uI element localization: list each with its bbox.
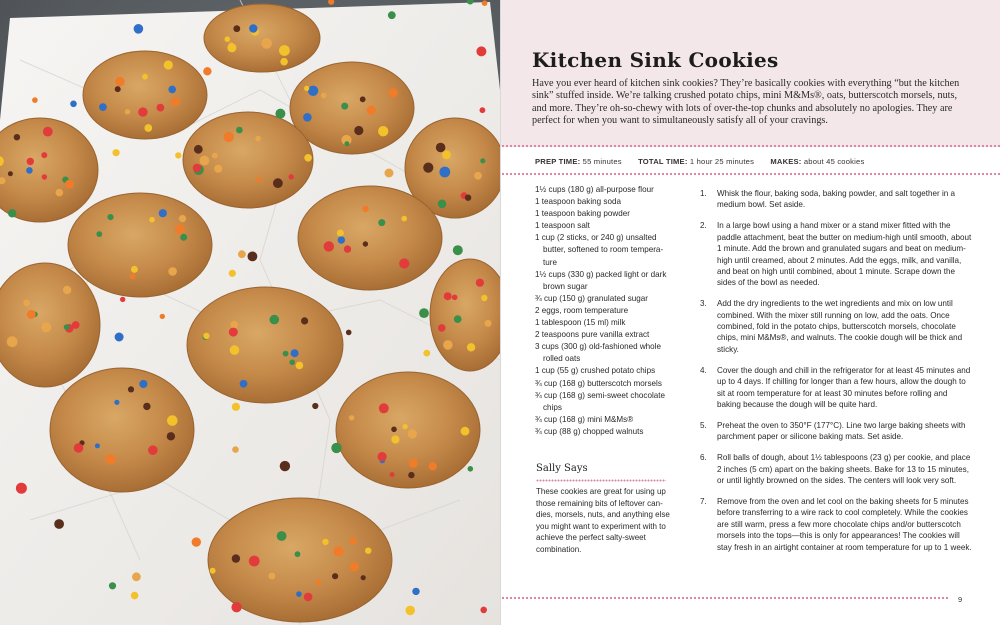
cookie-topping [105,454,115,464]
page-number: 9 [958,595,963,604]
ingredient-list [535,184,669,438]
ingredient-item: ¾ cup (88 g) chopped walnuts [535,426,644,436]
scattered-candy [56,189,64,197]
cookie-topping [95,443,100,448]
cookie-topping [444,292,452,300]
scattered-candy [378,452,387,461]
step-number: 4. [700,365,707,375]
prep-time-label: PREP TIME: [535,157,581,166]
cookie-topping [200,156,210,166]
cookie-topping [130,274,136,280]
cookie-topping [27,310,36,319]
scattered-candy [203,333,209,339]
cookie-topping [389,88,398,97]
scattered-candy [349,415,354,420]
cookie-topping [171,97,180,106]
scattered-candy [405,606,415,616]
cookie-topping [365,548,371,554]
step-text: Roll balls of dough, about 1½ tablespoons (23 g) per cookie, and place 2 inches (5 cm) apart on the baking sheets. Bake for 13 to 15 minutes, or until lightly browned on the sides. The centers will look very soft. [717,453,971,486]
total-time-label: TOTAL TIME: [638,157,688,166]
cookie-topping [354,126,363,135]
cookie-topping [114,400,119,405]
cookie-topping [378,126,388,136]
cookie-topping [148,445,158,455]
cookie [298,186,442,290]
ingredient-item: ¾ cup (168 g) butterscotch morsels [535,378,662,388]
cookie-topping [321,93,327,99]
step-text: Cover the dough and chill in the refrigerator for at least 45 minutes and up to 4 days. If chilling for longer than a few hours, allow the dough to sit at room temperature for at least 30 minutes before rolling and baking because the dough will be quite hard. [717,365,971,409]
cookie-topping [324,241,334,251]
cookie-topping [23,300,30,307]
scattered-candy [412,588,419,595]
step-number: 1. [700,189,707,198]
ingredient-item: 1½ cups (180 g) all-purpose flour [535,185,654,194]
ingredient-item: 1 teaspoon baking soda [535,197,621,207]
total-time [638,157,756,166]
scattered-candy [113,149,120,156]
cookie-topping [249,24,257,32]
cookie-topping [131,266,138,273]
scattered-candy [322,539,328,545]
scattered-candy [453,245,463,255]
cookie-topping [378,219,385,226]
cookie-topping [476,279,484,287]
cookie-topping [295,551,301,557]
cookie [290,62,414,154]
scattered-candy [231,602,241,612]
cookie-topping [232,554,240,562]
scattered-candy [167,432,175,440]
scattered-candy [248,252,258,262]
scattered-candy [249,556,260,567]
scattered-candy [280,461,290,471]
cookie-topping [179,215,186,222]
cookie-topping [175,224,185,234]
prep-time [535,157,624,166]
instruction-step [700,220,973,288]
scattered-candy [164,60,173,69]
scattered-candy [70,101,77,108]
cookie-topping [257,177,262,182]
cookie-topping [168,267,177,276]
scattered-candy [273,178,283,188]
ingredient-item: ¾ cup (168 g) semi-sweet chocolate chips [535,390,666,412]
scattered-candy [131,592,139,600]
recipe-meta [535,157,975,166]
cookie-topping [41,152,47,158]
scattered-candy [120,297,125,302]
instruction-step [700,365,973,411]
scattered-candy [8,209,16,217]
cookie-topping [225,36,231,42]
scattered-candy [232,446,239,453]
cookie-topping [277,531,287,541]
cookie-topping [115,86,121,92]
scattered-candy [132,572,141,581]
cookie-topping [363,241,368,246]
step-text: Whisk the flour, baking soda, baking powder, and salt together in a medium bowl. Set aside. [717,189,956,210]
instruction-step [700,298,973,355]
step-number: 5. [700,420,707,430]
cookie-topping [27,158,34,165]
cookie-topping [269,573,276,580]
cookie-topping [194,145,203,154]
cookie-topping [227,43,236,52]
cookie-topping [423,163,433,173]
cookie-topping [296,591,302,597]
total-time-value: 1 hour 25 minutes [689,157,755,166]
cookie-topping [144,124,152,132]
cookie [68,193,212,297]
cookie-topping [8,171,13,176]
cookie-topping [224,132,234,142]
cookie-topping [399,258,409,268]
dotted-divider-bottom [501,596,949,600]
scattered-candy [210,568,216,574]
scattered-candy [312,403,318,409]
scattered-candy [175,152,181,158]
cookie-topping [42,174,47,179]
scattered-candy [304,154,312,162]
scattered-candy [54,519,64,529]
cookie-topping [333,546,343,556]
scattered-candy [423,350,430,357]
dotted-divider-top [501,144,1000,148]
cookie-topping [350,562,359,571]
cookie-topping [362,206,368,212]
scattered-candy [480,607,487,614]
scattered-candy [388,11,396,19]
cookie [336,372,480,488]
cookie-topping [454,315,462,323]
scattered-candy [409,459,418,468]
cookie-topping [168,86,176,94]
cookie-topping [138,107,147,116]
cookie-topping [341,103,348,110]
cookie [83,51,207,139]
ingredient-item: ¾ cup (150 g) granulated sugar [535,293,648,303]
ingredient-item: 1 cup (55 g) crushed potato chips [535,366,656,376]
cookie-topping [236,127,243,134]
scattered-candy [229,270,236,277]
cookie-topping [480,158,485,163]
scattered-candy [142,74,148,80]
scattered-candy [270,315,280,325]
cookie-topping [289,174,294,179]
cookie-topping [438,200,447,209]
cookie-topping [461,427,470,436]
scattered-candy [109,582,116,589]
cookie-topping [230,345,240,355]
scattered-candy [160,314,165,319]
step-number: 6. [700,453,707,463]
yield-label: MAKES: [770,157,802,166]
cookie-topping [391,435,399,443]
cookie-topping [64,324,70,330]
cookie-topping [74,443,84,453]
instruction-step [700,452,973,486]
cookie-topping [212,153,218,159]
instruction-step [700,496,973,553]
ingredient-item: 1½ cups (330 g) packed light or dark brown sugar [535,269,667,291]
cookie-topping [408,472,414,478]
scattered-candy [480,107,486,113]
scattered-candy [391,427,397,433]
cookie-topping [474,172,482,180]
step-number: 2. [700,221,707,231]
step-text: Preheat the oven to 350°F (177°C). Line two large baking sheets with parchment paper or silicone baking mats. Set aside. [717,420,966,442]
cookie-topping [128,386,134,392]
scattered-candy [304,86,309,91]
sally-says-heading: Sally Says [536,463,588,474]
scattered-candy [107,214,113,220]
cookie-topping [443,340,453,350]
cookie-topping [379,403,389,413]
step-text: Remove from the oven and let cool on the baking sheets for 5 minutes before transferring to a wire rack to cool completely. While the cookies are still warm, press a few more chocolate chips and/or butterscotch morsels into the tops—this is only for appearances! The cookies will stay fresh in an airtight container at room temperature for up to 1 week. [717,496,972,552]
scattered-candy [349,537,356,544]
scattered-candy [331,443,341,453]
recipe-page [500,0,1000,625]
recipe-intro: Have you ever heard of kitchen sink cookies? They’re basically cookies with everything “but the kitchen sink” stuffed inside. We’re talking crushed potato chips, mini M&Ms®, oats, butterscotch morsels, nuts, and more. They’re oh-so-chewy with lots of over-the-top chunks and absolutely no apologies. They are perfect for when you want to simultaneously satisfy all of your cravings. [532,78,960,126]
cookie-topping [390,472,395,477]
cookie-topping [63,286,71,294]
cookie-topping [283,351,289,357]
cookie [204,4,320,72]
cookie-topping [230,321,238,329]
cookie [50,368,194,492]
scattered-candy [385,169,394,178]
ingredient-item: ¾ cup (168 g) mini M&Ms® [535,414,634,424]
cookie-topping [291,349,299,357]
cookie-topping [439,167,450,178]
cookie-topping [143,403,150,410]
cookie-topping [338,236,345,243]
scattered-candy [43,127,53,137]
cookie-topping [438,324,446,332]
cookie-topping [157,104,165,112]
instruction-step [700,420,973,443]
cookie-topping [115,77,125,87]
step-text: Add the dry ingredients to the wet ingredients and mix on low until combined. With the mixer still running on low, add the oats. Once combined, fold in the potato chips, butterscotch morsels, chocolate chips, mini M&Ms®, and walnuts. The cookie dough will be thick and sticky. [717,299,963,354]
cookie-topping [214,165,222,173]
ingredient-item: 2 teaspoons pure vanilla extract [535,330,650,340]
cookie-topping [452,295,458,301]
cookie-topping [403,424,408,429]
scattered-candy [275,109,285,119]
cookie-topping [301,317,308,324]
scattered-candy [419,308,429,318]
cookie-topping [344,245,351,252]
cookie-topping [99,103,107,111]
ingredient-item: 1 teaspoon salt [535,221,590,231]
sally-says-divider [536,479,666,482]
cookie-topping [303,113,312,122]
cookie-topping [26,167,33,174]
instruction-step [700,188,973,211]
cookie-topping [467,343,475,351]
cookie [187,287,343,403]
yield-value: about 45 cookies [803,157,865,166]
cookie-topping [337,230,344,237]
scattered-candy [346,330,352,336]
cookie-topping [180,234,187,241]
cookie-topping [442,150,451,159]
scattered-candy [468,466,474,472]
scattered-candy [482,0,488,6]
cookie-topping [429,462,437,470]
scattered-candy [328,0,334,5]
scattered-candy [229,328,238,337]
scattered-candy [232,403,240,411]
scattered-candy [332,573,338,579]
dotted-divider-meta [501,172,1000,176]
scattered-candy [361,575,366,580]
cookie-topping [159,209,167,217]
cookie-topping [304,593,313,602]
ingredient-item: 1 teaspoon baking powder [535,209,630,219]
cookie-topping [465,195,471,201]
scattered-candy [192,537,201,546]
prep-time-value: 55 minutes [582,157,622,166]
cookie-topping [125,109,130,114]
sally-says-text: These cookies are great for using up those remaining bits of leftover candies, morsels, nuts, and anything else you might want to experiment with to achieve the perfect salty-sweet combination. [536,487,670,554]
scattered-candy [360,96,366,102]
cookie-topping [14,134,20,140]
step-text: In a large bowl using a hand mixer or a stand mixer fitted with the paddle attachment, beat the butter on medium-high until smooth, about 1 minute. Add the brown and granulated sugars and beat on medium-high until creamed, about 2 minutes. Add the eggs, milk, and vanilla, and beat on high until combined, about 1 minute. Scrape down the sides of the bowl as needed. [717,221,972,288]
cookie-topping [436,143,446,153]
cookie-topping [481,295,487,301]
cookie-topping [167,415,178,426]
scattered-candy [308,86,318,96]
ingredient-item: 3 cups (300 g) old-fashioned whole rolled oats [535,342,661,364]
scattered-candy [139,380,147,388]
ingredient-item: 1 tablespoon (15 ml) milk [535,318,626,328]
cookie-topping [289,360,295,366]
cookie-topping [41,322,51,332]
scattered-candy [32,97,38,103]
cookie-topping [96,231,102,237]
cookie-topping [240,380,248,388]
scattered-candy [476,46,486,56]
cookie-topping [280,58,288,66]
cookie-topping [261,38,272,49]
scattered-candy [16,483,27,494]
yield [770,157,864,166]
cookie-topping [233,25,240,32]
scattered-candy [316,580,322,586]
cookie-topping [296,362,304,370]
scattered-candy [203,67,211,75]
cookie-topping [401,216,407,222]
scattered-candy [115,333,124,342]
cookie-topping [344,141,349,146]
ingredient-item: 2 eggs, room temperature [535,305,629,315]
step-number: 3. [700,299,707,309]
cookie-topping [408,429,417,438]
cookie-topping [485,320,492,327]
scattered-candy [134,24,144,34]
scattered-candy [193,164,202,173]
scattered-candy [65,180,74,189]
instruction-list [700,188,973,562]
step-number: 7. [700,496,707,506]
cookie-topping [7,336,18,347]
ingredient-item: 1 cup (2 sticks, or 240 g) unsalted butter, softened to room temperature [535,233,664,267]
recipe-title: Kitchen Sink Cookies [532,48,779,72]
cookie-topping [149,217,155,223]
scattered-candy [238,250,246,258]
cookie-topping [279,45,290,56]
scattered-candy [255,136,261,142]
cookie-topping [367,106,376,115]
